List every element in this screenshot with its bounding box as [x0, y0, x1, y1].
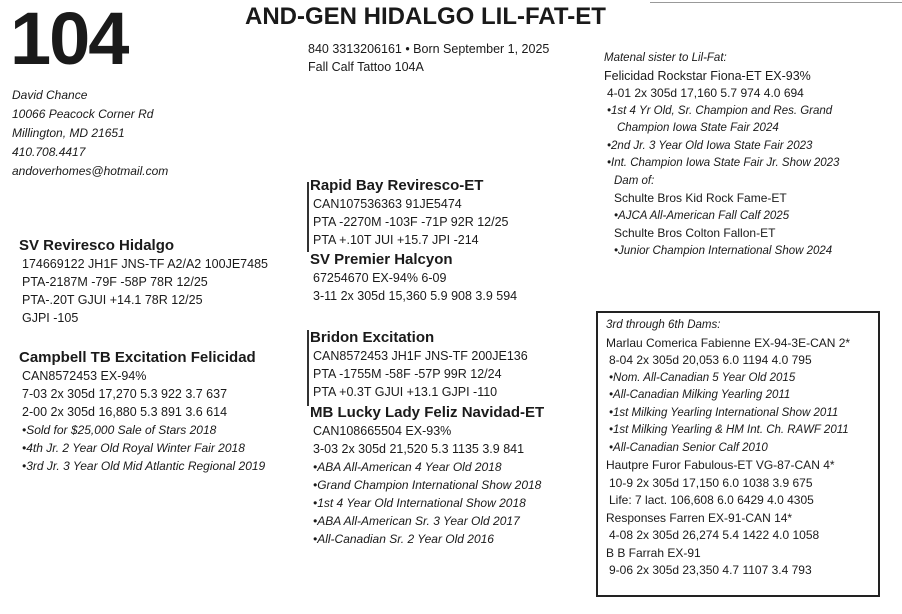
dam-note: •3rd Jr. 3 Year Old Mid Atlantic Regional 2019 [22, 459, 266, 473]
dam-dam-line: 3-03 2x 305d 21,520 5.3 1135 3.9 841 [313, 442, 525, 456]
top-rule [650, 2, 902, 3]
maternal-sister-record: 4-01 2x 305d 17,160 5.7 974 4.0 694 [607, 86, 804, 100]
dam-sire-line: PTA -1755M -58F -57P 99R 12/24 [313, 367, 502, 381]
sire-line: GJPI -105 [22, 311, 79, 325]
fourth-dam-name: Hautpre Furor Fabulous-ET VG-87-CAN 4* [606, 458, 835, 472]
dam-line: 7-03 2x 305d 17,270 5.3 922 3.7 637 [22, 387, 228, 401]
animal-name: AND-GEN HIDALGO LIL-FAT-ET [245, 3, 606, 30]
dam-sire-line: CAN8572453 JH1F JNS-TF 200JE136 [313, 349, 528, 363]
dam-dam-name: MB Lucky Lady Feliz Navidad-ET [310, 404, 545, 421]
owner-info [12, 86, 168, 181]
progeny-name: Schulte Bros Colton Fallon-ET [614, 226, 776, 240]
dam-block [19, 348, 265, 475]
dam-sire-name: Bridon Excitation [310, 329, 435, 346]
dam-dam-note: •ABA All-American Sr. 3 Year Old 2017 [313, 514, 520, 528]
third-dam-note: •1st Milking Yearling International Show 2011 [609, 406, 839, 419]
third-dam-note: •1st Milking Yearling & HM Int. Ch. RAWF 2011 [609, 424, 849, 436]
fourth-dam-record: 10-9 2x 305d 17,150 6.0 1038 3.9 675 [609, 475, 813, 490]
owner-name: David Chance [12, 88, 88, 102]
dam-note: •4th Jr. 2 Year Old Royal Winter Fair 2018 [22, 441, 245, 455]
progeny-note: •Junior Champion International Show 2024 [614, 244, 833, 257]
sire-dam-line: 3-11 2x 305d 15,360 5.9 908 3.9 594 [313, 289, 518, 303]
dam-sire-block [310, 328, 528, 401]
maternal-sister-block [604, 50, 839, 260]
sire-bracket-line [307, 182, 309, 252]
maternal-sister-note: •1st 4 Yr Old, Sr. Champion and Res. Grand [607, 104, 833, 117]
ancestor-dams-box [596, 311, 880, 597]
maternal-sister-name: Felicidad Rockstar Fiona-ET EX-93% [604, 68, 811, 83]
dam-bracket-line [307, 330, 309, 406]
third-dam-name: Marlau Comerica Fabienne EX-94-3E-CAN 2* [606, 335, 851, 350]
fifth-dam-record: 4-08 2x 305d 26,274 5.4 1422 4.0 1058 [609, 528, 820, 542]
sire-line: PTA-2187M -79F -58P 78R 12/25 [22, 275, 208, 289]
third-dam-note: •All-Canadian Milking Yearling 2011 [609, 389, 791, 401]
maternal-sister-note: •2nd Jr. 3 Year Old Iowa State Fair 2023 [607, 139, 813, 152]
maternal-sister-heading: Matenal sister to Lil-Fat: [604, 52, 727, 64]
dam-dam-line: CAN108665504 EX-93% [313, 424, 452, 438]
dams-box-heading: 3rd through 6th Dams: [606, 319, 721, 331]
fourth-dam-life: Life: 7 lact. 106,608 6.0 6429 4.0 4305 [609, 493, 814, 507]
dam-name: Campbell TB Excitation Felicidad [19, 349, 256, 366]
progeny-note: •AJCA All-American Fall Calf 2025 [614, 209, 790, 222]
class-line: Fall Calf Tattoo 104A [308, 60, 424, 74]
sire-line: PTA-.20T GJUI +14.1 78R 12/25 [22, 293, 203, 307]
sire-sire-name: Rapid Bay Reviresco-ET [310, 177, 484, 194]
dam-line: CAN8572453 EX-94% [22, 369, 147, 383]
sire-dam-block [310, 250, 517, 305]
dam-note: •Sold for $25,000 Sale of Stars 2018 [22, 423, 217, 437]
owner-phone: 410.708.4417 [12, 145, 86, 159]
owner-address1: 10066 Peacock Corner Rd [12, 107, 154, 121]
sire-line: 174669122 JH1F JNS-TF A2/A2 100JE7485 [22, 257, 268, 271]
sire-sire-block [310, 176, 508, 249]
dam-dam-block [310, 403, 544, 548]
maternal-sister-note: Champion Iowa State Fair 2024 [617, 122, 779, 134]
third-dam-note: •All-Canadian Senior Calf 2010 [609, 441, 768, 454]
owner-email: andoverhomes@hotmail.com [12, 164, 169, 178]
sire-block [19, 236, 268, 327]
sixth-dam-record: 9-06 2x 305d 23,350 4.7 1107 3.4 793 [609, 563, 812, 577]
sire-name: SV Reviresco Hidalgo [19, 237, 175, 254]
fifth-dam-name: Responses Farren EX-91-CAN 14* [606, 510, 793, 525]
reg-line: 840 3313206161 • Born September 1, 2025 [308, 42, 550, 56]
third-dam-note: •Nom. All-Canadian 5 Year Old 2015 [609, 371, 796, 384]
sire-sire-line: PTA +.10T JUI +15.7 JPI -214 [313, 233, 479, 247]
registration-info [308, 40, 549, 76]
sixth-dam-name: B B Farrah EX-91 [606, 545, 701, 560]
third-dam-record: 8-04 2x 305d 20,053 6.0 1194 4.0 795 [609, 353, 812, 367]
dam-line: 2-00 2x 305d 16,880 5.3 891 3.6 614 [22, 405, 228, 419]
owner-address2: Millington, MD 21651 [12, 126, 125, 140]
dam-dam-note: •ABA All-American 4 Year Old 2018 [313, 460, 502, 474]
progeny-name: Schulte Bros Kid Rock Fame-ET [614, 191, 787, 205]
sire-sire-line: CAN107536363 91JE5474 [313, 197, 462, 211]
lot-number: 104 [10, 0, 128, 80]
dam-sire-line: PTA +0.3T GJUI +13.1 GJPI -110 [313, 385, 498, 399]
dam-of-label: Dam of: [614, 174, 655, 187]
dam-dam-note: •All-Canadian Sr. 2 Year Old 2016 [313, 532, 494, 546]
dam-dam-note: •Grand Champion International Show 2018 [313, 478, 542, 492]
sire-sire-line: PTA -2270M -103F -71P 92R 12/25 [313, 215, 509, 229]
dam-dam-note: •1st 4 Year Old International Show 2018 [313, 496, 526, 510]
sire-dam-line: 67254670 EX-94% 6-09 [313, 271, 447, 285]
maternal-sister-note: •Int. Champion Iowa State Fair Jr. Show 2023 [607, 157, 840, 169]
sire-dam-name: SV Premier Halcyon [310, 251, 453, 268]
